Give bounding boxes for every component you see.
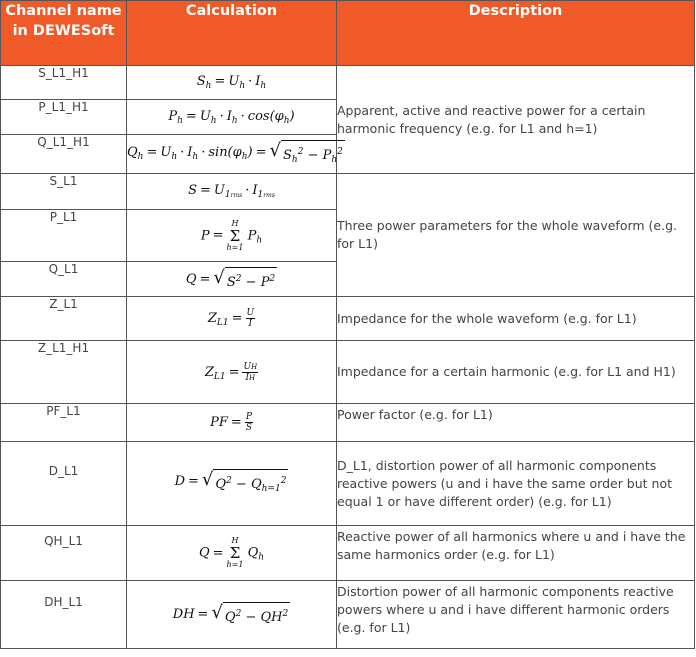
description: Distortion power of all harmonic components reactive powers where u and i have different harmonic orders (e.g. for L1) [337,581,695,649]
formula: DH = √ $Q^2 - QH^2$ [127,581,337,649]
formula: $S = U_{1rms} \cdot I_{1rms}$ [127,174,337,210]
header-description: Description [337,1,695,66]
description: Impedance for the whole waveform (e.g. for L1) [337,297,695,341]
formula: $P_h = U_h \cdot I_h \cdot \cos(\varphi_h)$ [127,100,337,135]
header-row [1,1,695,66]
header-channel: Channel name in DEWESoft [1,1,127,66]
table-row [1,66,695,100]
channel-name: D_L1 [1,442,127,526]
channel-name: Z_L1_H1 [1,341,127,404]
formula: $Q_h = U_h \cdot I_h \cdot \sin(\varphi_h)$ = √ $S_h^2 - P_h^2$ [127,135,337,174]
channel-name: PF_L1 [1,404,127,442]
header-calculation: Calculation [127,1,337,66]
table-row [1,297,695,341]
description: Impedance for a certain harmonic (e.g. for L1 and H1) [337,341,695,404]
description: Three power parameters for the whole waveform (e.g. for L1) [337,174,695,297]
channel-name: Q_L1 [1,262,127,297]
formula: P = H Σ h=1 $P_h$ [127,210,337,262]
channel-name: P_L1 [1,210,127,262]
table-row [1,341,695,404]
formula: Q = H Σ h=1 $Q_h$ [127,526,337,581]
channel-name: Z_L1 [1,297,127,341]
description: Reactive power of all harmonics where u and i have the same harmonics order (e.g. for L1) [337,526,695,581]
formula: $Z_{L1}$ = $\frac{U}{I}$ [127,297,337,341]
table-row [1,404,695,442]
description: D_L1, distortion power of all harmonic components reactive powers (u and i have the same order but not equal 1 or have different order) (e.g. for L1) [337,442,695,526]
description: Apparent, active and reactive power for a certain harmonic frequency (e.g. for L1 and h=1) [337,66,695,174]
table-row [1,442,695,526]
channel-name: DH_L1 [1,581,127,649]
channel-name: S_L1_H1 [1,66,127,100]
table-row [1,174,695,210]
channel-name: S_L1 [1,174,127,210]
formula: D = √ $Q^2 - Q_{h=1}^2$ [127,442,337,526]
description: Power factor (e.g. for L1) [337,404,695,442]
channel-name: QH_L1 [1,526,127,581]
table-row [1,526,695,581]
channel-name: Q_L1_H1 [1,135,127,174]
formula: $Z_{L1}$ = $\frac{UH}{IH}$ [127,341,337,404]
formula: $S_h = U_h \cdot I_h$ [127,66,337,100]
formula: PF = $\frac{P}{S}$ [127,404,337,442]
table-row [1,581,695,649]
formula: Q = √ $S^2 - P^2$ [127,262,337,297]
channel-name: P_L1_H1 [1,100,127,135]
